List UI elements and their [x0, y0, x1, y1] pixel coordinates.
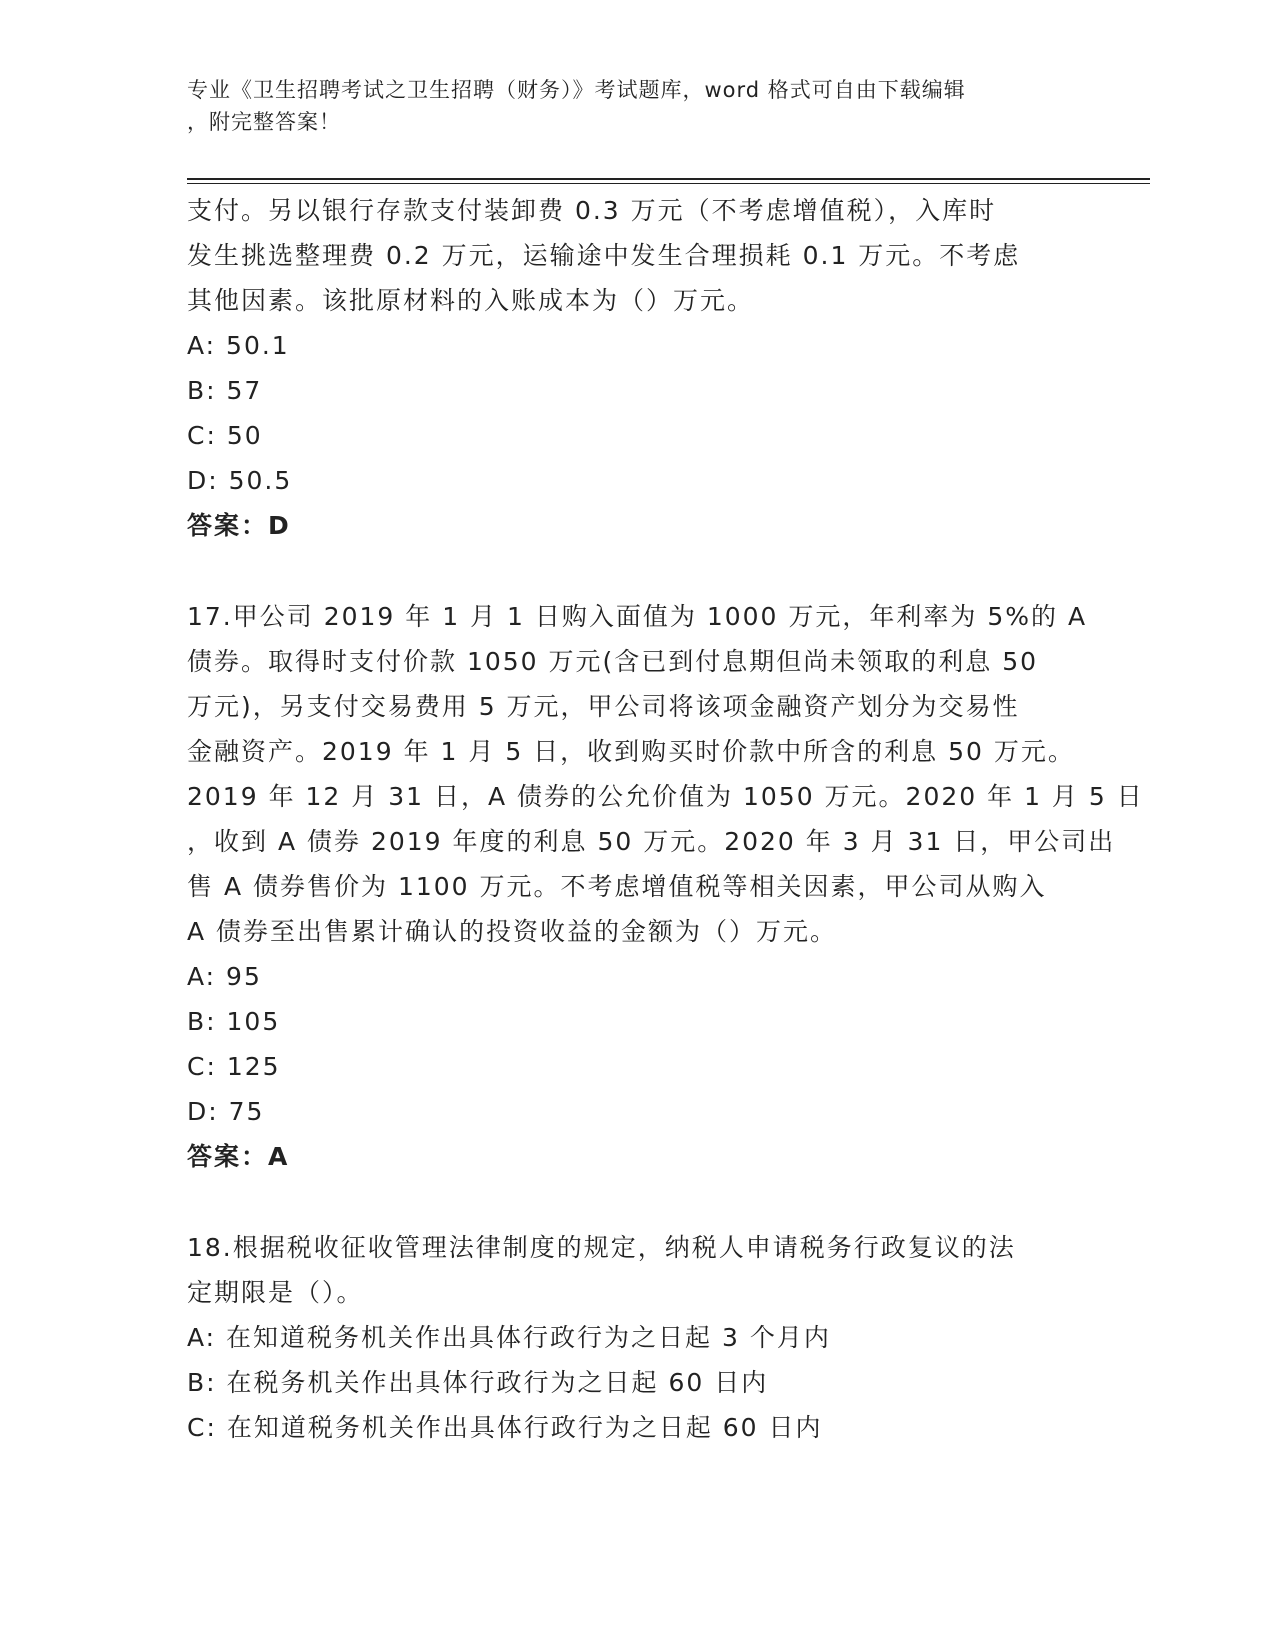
option-c: C: 125	[187, 1052, 281, 1081]
option-a: A: 95	[187, 962, 262, 991]
header-rule-thin	[187, 183, 1150, 184]
option-a: A: 50.1	[187, 331, 290, 360]
answer-label: 答案：A	[187, 1142, 290, 1171]
question-spacer	[187, 1179, 1087, 1225]
question-stem-line: 其他因素。该批原材料的入账成本为（）万元。	[187, 286, 755, 315]
question-stem-line: 18.根据税收征收管理法律制度的规定，纳税人申请税务行政复议的法	[187, 1233, 1016, 1262]
header-rule-thick	[187, 178, 1150, 180]
question-stem-line: 17.甲公司 2019 年 1 月 1 日购入面值为 1000 万元，年利率为 5%的 A	[187, 602, 1088, 631]
option-c: C: 50	[187, 421, 263, 450]
option-a: A: 在知道税务机关作出具体行政行为之日起 3 个月内	[187, 1323, 831, 1352]
option-d: D: 75	[187, 1097, 265, 1126]
question-stem-line: 售 A 债券售价为 1100 万元。不考虑增值税等相关因素，甲公司从购入	[187, 872, 1047, 901]
option-d: D: 50.5	[187, 466, 293, 495]
question-stem-line: ，收到 A 债券 2019 年度的利息 50 万元。2020 年 3 月 31 日，甲公司出	[187, 827, 1116, 856]
question-stem-line: 发生挑选整理费 0.2 万元，运输途中发生合理损耗 0.1 万元。不考虑	[187, 241, 1021, 270]
question-list	[187, 188, 1144, 1450]
question-16	[187, 188, 1087, 548]
document-header	[187, 74, 1067, 138]
question-stem-line: A 债券至出售累计确认的投资收益的金额为（）万元。	[187, 917, 838, 946]
question-stem-line: 支付。另以银行存款支付装卸费 0.3 万元（不考虑增值税），入库时	[187, 196, 997, 225]
answer-label: 答案：D	[187, 511, 291, 540]
header-line-1: 专业《卫生招聘考试之卫生招聘（财务）》考试题库，word 格式可自由下载编辑	[187, 78, 966, 102]
question-spacer	[187, 548, 1087, 594]
question-18	[187, 1225, 1087, 1450]
option-b: B: 57	[187, 376, 263, 405]
option-b: B: 105	[187, 1007, 281, 1036]
question-stem-line: 万元)，另支付交易费用 5 万元，甲公司将该项金融资产划分为交易性	[187, 692, 1020, 721]
question-stem-line: 金融资产。2019 年 1 月 5 日，收到购买时价款中所含的利息 50 万元。	[187, 737, 1075, 766]
question-17	[187, 594, 1144, 1179]
option-b: B: 在税务机关作出具体行政行为之日起 60 日内	[187, 1368, 769, 1397]
option-c: C: 在知道税务机关作出具体行政行为之日起 60 日内	[187, 1413, 823, 1442]
question-stem-line: 2019 年 12 月 31 日，A 债券的公允价值为 1050 万元。2020 年 1 月 5 日	[187, 782, 1144, 811]
question-stem-line: 债券。取得时支付价款 1050 万元(含已到付息期但尚未领取的利息 50	[187, 647, 1039, 676]
question-stem-line: 定期限是（）。	[187, 1278, 364, 1307]
header-line-2: ，附完整答案！	[187, 110, 341, 134]
